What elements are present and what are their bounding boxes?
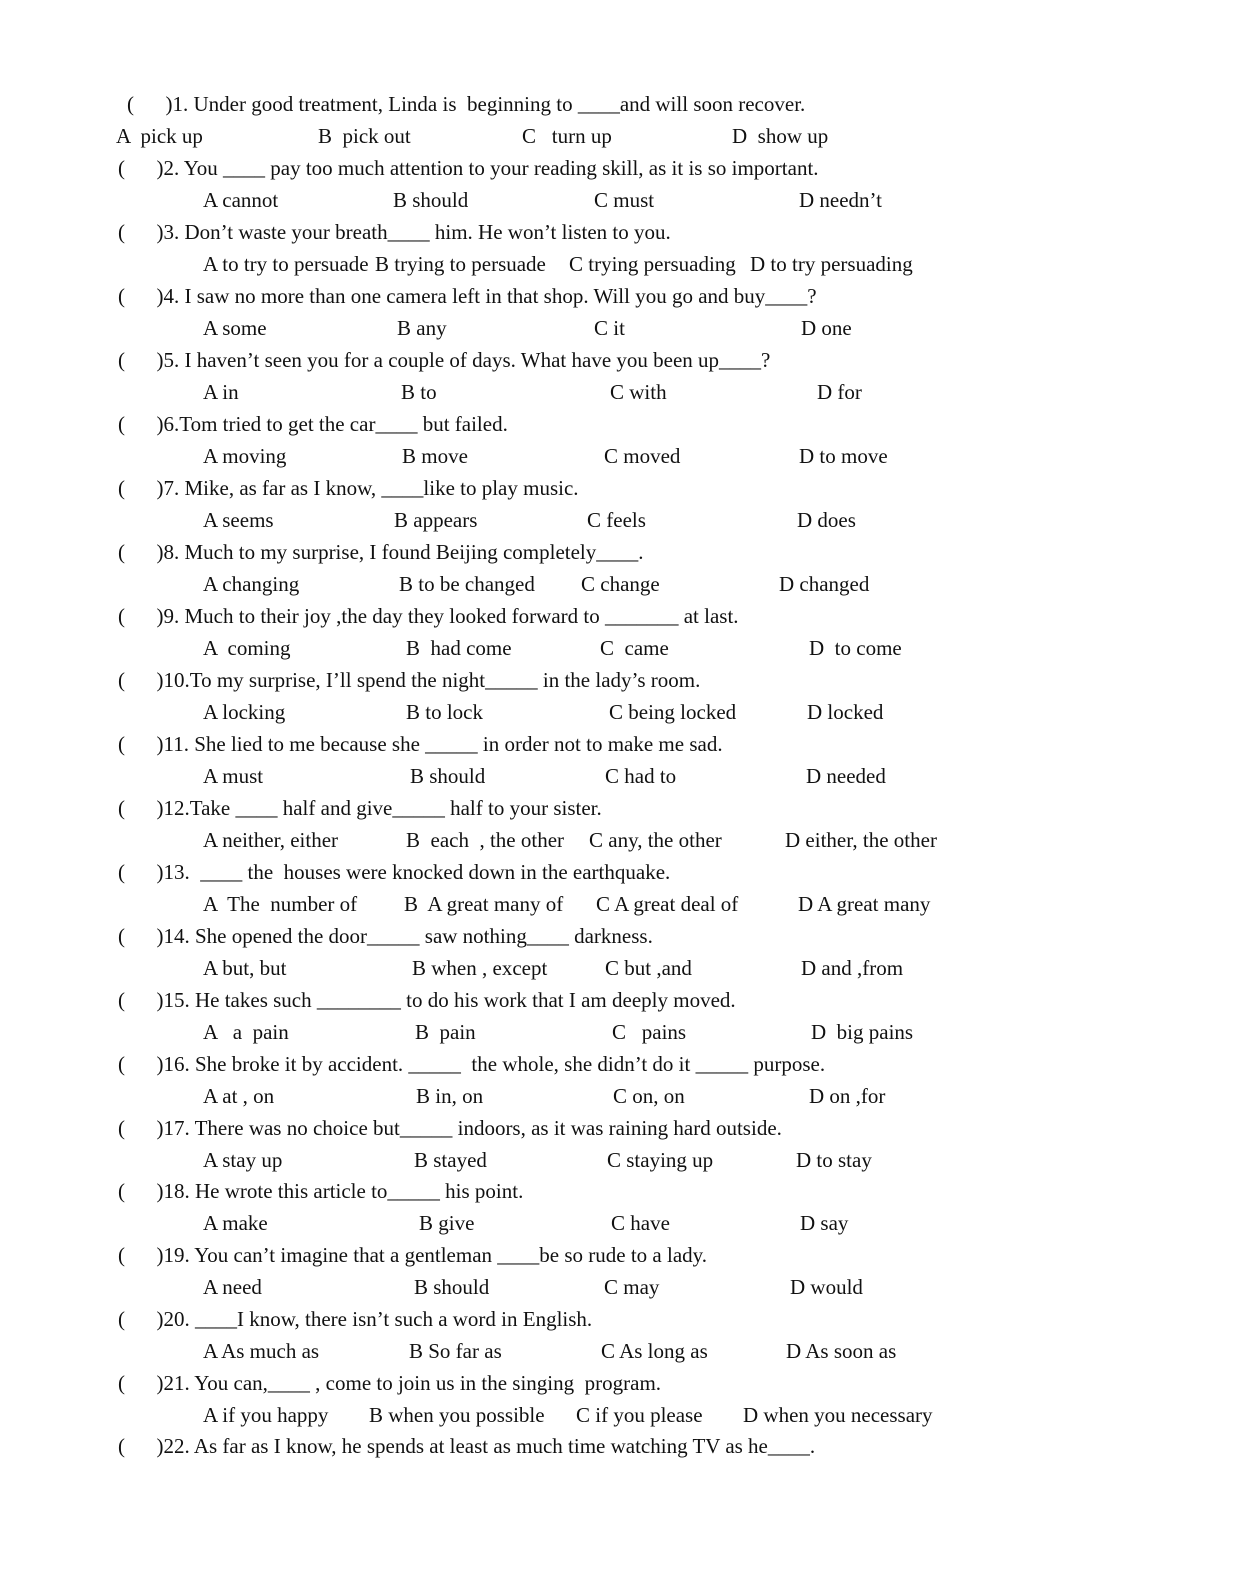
- question-1-option-b: B pick out: [318, 124, 411, 148]
- question-8-option-c: C change: [581, 572, 660, 596]
- question-14-stem: ( )14. She opened the door_____ saw nothing____ darkness.: [118, 924, 653, 948]
- question-8-option-b: B to be changed: [399, 572, 535, 596]
- question-21-option-a: A if you happy: [203, 1403, 329, 1427]
- question-20-option-c: C As long as: [601, 1339, 708, 1363]
- question-7-option-c: C feels: [587, 508, 646, 532]
- question-19-option-a: A need: [203, 1275, 262, 1299]
- question-18-option-b: B give: [419, 1211, 475, 1235]
- question-18-stem: ( )18. He wrote this article to_____ his point.: [118, 1179, 524, 1203]
- question-10-option-d: D locked: [807, 700, 884, 724]
- question-10-option-b: B to lock: [406, 700, 483, 724]
- question-3-option-c: C trying persuading: [569, 252, 736, 276]
- question-5-option-a: A in: [203, 380, 239, 404]
- question-20-option-b: B So far as: [409, 1339, 502, 1363]
- question-13-stem: ( )13. ____ the houses were knocked down in the earthquake.: [118, 860, 671, 884]
- question-4-option-a: A some: [203, 316, 267, 340]
- question-14-option-d: D and ,from: [801, 956, 904, 980]
- question-12-stem: ( )12.Take ____ half and give_____ half to your sister.: [118, 796, 602, 820]
- question-5-stem: ( )5. I haven’t seen you for a couple of days. What have you been up____?: [118, 348, 771, 372]
- question-16-option-b: B in, on: [416, 1084, 484, 1108]
- question-3-option-a: A to try to persuade: [203, 252, 369, 276]
- question-10-option-a: A locking: [203, 700, 286, 724]
- question-14-option-b: B when , except: [412, 956, 548, 980]
- question-16-stem: ( )16. She broke it by accident. _____ the whole, she didn’t do it _____ purpose.: [118, 1052, 826, 1076]
- question-7-option-a: A seems: [203, 508, 274, 532]
- question-8-option-d: D changed: [779, 572, 870, 596]
- question-15-option-b: B pain: [415, 1020, 476, 1044]
- question-2-option-a: A cannot: [203, 188, 279, 212]
- question-16-option-a: A at , on: [203, 1084, 275, 1108]
- question-1-stem: ( )1. Under good treatment, Linda is beginning to ____and will soon recover.: [127, 92, 806, 116]
- question-2-option-d: D needn’t: [799, 188, 883, 212]
- question-13-option-b: B A great many of: [404, 892, 564, 916]
- question-22-stem: ( )22. As far as I know, he spends at least as much time watching TV as he____.: [118, 1434, 816, 1458]
- question-17-option-c: C staying up: [607, 1148, 714, 1172]
- question-5-option-d: D for: [817, 380, 862, 404]
- question-2-option-c: C must: [594, 188, 655, 212]
- question-20-stem: ( )20. ____I know, there isn’t such a word in English.: [118, 1307, 593, 1331]
- question-5-option-b: B to: [401, 380, 437, 404]
- question-13-option-a: A The number of: [203, 892, 358, 916]
- question-21-option-c: C if you please: [576, 1403, 703, 1427]
- question-19-option-d: D would: [790, 1275, 863, 1299]
- question-6-option-d: D to move: [799, 444, 888, 468]
- question-9-option-c: C came: [600, 636, 669, 660]
- question-17-option-a: A stay up: [203, 1148, 283, 1172]
- question-7-option-d: D does: [797, 508, 856, 532]
- question-15-option-d: D big pains: [811, 1020, 914, 1044]
- question-14-option-a: A but, but: [203, 956, 287, 980]
- question-17-option-b: B stayed: [414, 1148, 487, 1172]
- question-19-option-c: C may: [604, 1275, 660, 1299]
- question-4-option-b: B any: [397, 316, 447, 340]
- question-9-stem: ( )9. Much to their joy ,the day they looked forward to _______ at last.: [118, 604, 739, 628]
- question-6-option-c: C moved: [604, 444, 681, 468]
- question-17-stem: ( )17. There was no choice but_____ indoors, as it was raining hard outside.: [118, 1116, 782, 1140]
- question-4-option-c: C it: [594, 316, 625, 340]
- question-12-option-d: D either, the other: [785, 828, 937, 852]
- question-4-stem: ( )4. I saw no more than one camera left in that shop. Will you go and buy____?: [118, 284, 817, 308]
- question-18-option-d: D say: [800, 1211, 849, 1235]
- question-14-option-c: C but ,and: [605, 956, 692, 980]
- question-10-stem: ( )10.To my surprise, I’ll spend the night_____ in the lady’s room.: [118, 668, 701, 692]
- question-9-option-b: B had come: [406, 636, 512, 660]
- question-17-option-d: D to stay: [796, 1148, 872, 1172]
- question-9-option-a: A coming: [203, 636, 291, 660]
- question-16-option-c: C on, on: [613, 1084, 685, 1108]
- question-13-option-c: C A great deal of: [596, 892, 739, 916]
- question-11-stem: ( )11. She lied to me because she _____ in order not to make me sad.: [118, 732, 723, 756]
- question-8-option-a: A changing: [203, 572, 300, 596]
- question-21-option-d: D when you necessary: [743, 1403, 933, 1427]
- question-1-option-c: C turn up: [522, 124, 612, 148]
- question-19-stem: ( )19. You can’t imagine that a gentleman ____be so rude to a lady.: [118, 1243, 708, 1267]
- question-15-option-a: A a pain: [203, 1020, 289, 1044]
- question-11-option-d: D needed: [806, 764, 886, 788]
- question-6-option-b: B move: [402, 444, 468, 468]
- question-9-option-d: D to come: [809, 636, 902, 660]
- question-3-stem: ( )3. Don’t waste your breath____ him. He won’t listen to you.: [118, 220, 671, 244]
- question-16-option-d: D on ,for: [809, 1084, 886, 1108]
- question-11-option-a: A must: [203, 764, 264, 788]
- question-15-stem: ( )15. He takes such ________ to do his work that I am deeply moved.: [118, 988, 736, 1012]
- question-15-option-c: C pains: [612, 1020, 687, 1044]
- question-3-option-d: D to try persuading: [750, 252, 913, 276]
- question-7-stem: ( )7. Mike, as far as I know, ____like to play music.: [118, 476, 579, 500]
- question-1-option-a: A pick up: [116, 124, 203, 148]
- question-2-stem: ( )2. You ____ pay too much attention to your reading skill, as it is so important.: [118, 156, 819, 180]
- question-19-option-b: B should: [414, 1275, 490, 1299]
- question-3-option-b: B trying to persuade: [375, 252, 546, 276]
- question-18-option-a: A make: [203, 1211, 268, 1235]
- question-5-option-c: C with: [610, 380, 667, 404]
- question-10-option-c: C being locked: [609, 700, 737, 724]
- question-6-option-a: A moving: [203, 444, 287, 468]
- question-20-option-a: A As much as: [203, 1339, 320, 1363]
- question-2-option-b: B should: [393, 188, 469, 212]
- question-6-stem: ( )6.Tom tried to get the car____ but failed.: [118, 412, 508, 436]
- question-11-option-c: C had to: [605, 764, 677, 788]
- question-12-option-c: C any, the other: [589, 828, 722, 852]
- question-21-stem: ( )21. You can,____ , come to join us in the singing program.: [118, 1371, 662, 1395]
- question-20-option-d: D As soon as: [786, 1339, 897, 1363]
- question-8-stem: ( )8. Much to my surprise, I found Beijing completely____.: [118, 540, 644, 564]
- question-12-option-b: B each , the other: [406, 828, 565, 852]
- question-1-option-d: D show up: [732, 124, 829, 148]
- question-7-option-b: B appears: [394, 508, 478, 532]
- question-11-option-b: B should: [410, 764, 486, 788]
- question-18-option-c: C have: [611, 1211, 670, 1235]
- question-21-option-b: B when you possible: [369, 1403, 545, 1427]
- question-12-option-a: A neither, either: [203, 828, 339, 852]
- question-13-option-d: D A great many: [798, 892, 931, 916]
- question-4-option-d: D one: [801, 316, 852, 340]
